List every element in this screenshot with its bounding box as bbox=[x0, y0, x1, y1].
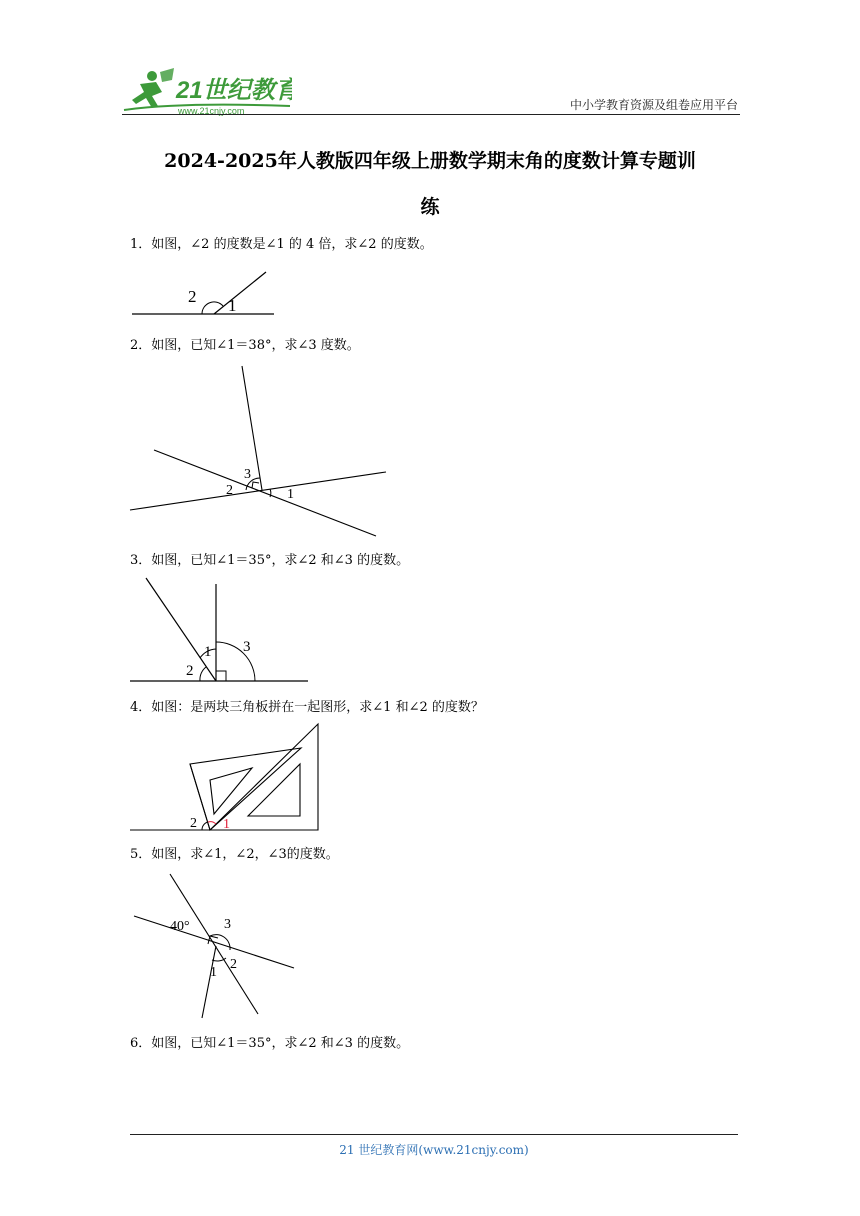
question-1-figure bbox=[130, 266, 290, 326]
footer-divider bbox=[130, 1134, 738, 1135]
q2-angle-2-label: 2 bbox=[226, 483, 233, 498]
q3-angle-2-label: 2 bbox=[186, 663, 194, 679]
page-title-line1: 2024-2025年人教版四年级上册数学期末角的度数计算专题训 bbox=[164, 150, 696, 172]
q4-angle-1-label: 1 bbox=[223, 817, 230, 832]
question-3-text: 3．如图，已知∠1＝35°，求∠2 和∠3 的度数。 bbox=[130, 553, 410, 568]
q2-angle-1-label: 1 bbox=[287, 487, 294, 502]
q5-angle-2-label: 2 bbox=[230, 957, 237, 972]
page-title-line2: 练 bbox=[420, 196, 440, 218]
question-6-text: 6．如图，已知∠1＝35°，求∠2 和∠3 的度数。 bbox=[130, 1036, 410, 1051]
question-3-figure bbox=[130, 574, 320, 686]
question-1-text: 1．如图，∠2 的度数是∠1 的 4 倍，求∠2 的度数。 bbox=[130, 237, 433, 252]
question-4-text: 4．如图：是两块三角板拼在一起图形，求∠1 和∠2 的度数？ bbox=[130, 700, 484, 715]
question-5-figure bbox=[130, 870, 300, 1020]
platform-tagline: 中小学教育资源及组卷应用平台 bbox=[569, 98, 738, 112]
site-logo bbox=[122, 66, 292, 116]
q5-angle-3-label: 3 bbox=[224, 917, 231, 932]
q1-angle-1-label: 1 bbox=[228, 296, 237, 315]
runner-icon bbox=[132, 68, 174, 108]
question-2-figure bbox=[130, 362, 390, 522]
q5-angle-40-label: 40° bbox=[170, 919, 190, 934]
q1-angle-2-label: 2 bbox=[188, 287, 197, 306]
logo-text: 21世纪教育 bbox=[176, 77, 292, 104]
header-divider bbox=[122, 114, 740, 115]
question-4-figure bbox=[130, 720, 330, 835]
logo-url: www.21cnjy.com bbox=[178, 106, 245, 116]
question-5-text: 5．如图，求∠1，∠2，∠3的度数。 bbox=[130, 847, 339, 862]
q4-angle-2-label: 2 bbox=[190, 816, 197, 831]
question-2-text: 2．如图，已知∠1＝38°，求∠3 度数。 bbox=[130, 338, 360, 353]
q3-angle-3-label: 3 bbox=[243, 639, 251, 655]
q5-angle-1-label: 1 bbox=[210, 965, 217, 980]
q2-angle-3-label: 3 bbox=[244, 467, 251, 482]
footer-link[interactable]: 21 世纪教育网(www.21cnjy.com) bbox=[339, 1143, 529, 1157]
q3-angle-1-label: 1 bbox=[204, 644, 212, 660]
